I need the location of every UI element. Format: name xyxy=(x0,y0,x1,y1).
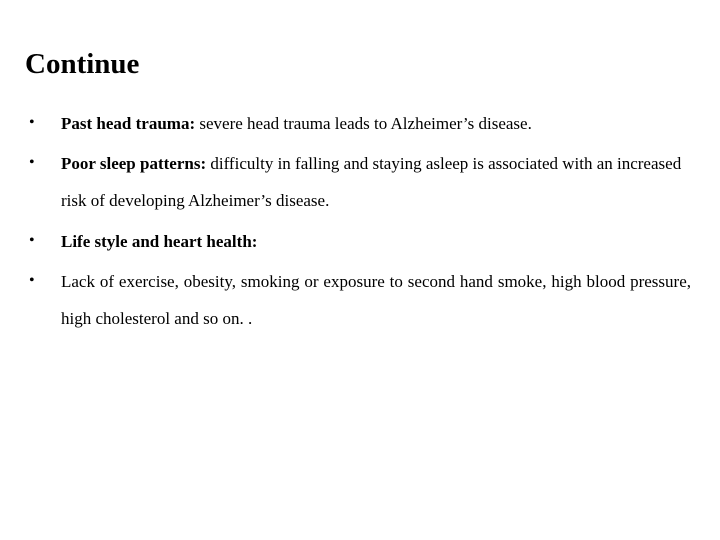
bullet-label: Poor sleep patterns: xyxy=(61,154,207,173)
bullet-body: Lack of exercise, obesity, smoking or exposure to second hand smoke, high blood pressure, high cholesterol and so on. . xyxy=(61,272,691,328)
bullet-body: difficulty in falling and staying asleep is associated with an increased risk of developing Alzheimer’s disease. xyxy=(61,154,682,210)
bullet-text xyxy=(61,145,691,219)
bullet-text xyxy=(61,223,691,260)
bullet-icon: • xyxy=(29,154,35,171)
bullet-icon: • xyxy=(29,272,35,289)
slide-title: Continue xyxy=(25,48,140,80)
bullet-icon: • xyxy=(29,232,35,249)
bullet-label: Past head trauma: xyxy=(61,114,196,133)
bullet-text xyxy=(61,263,691,337)
bullet-label: Life style and heart health: xyxy=(61,232,258,251)
bullet-text xyxy=(61,105,691,142)
bullet-body: severe head trauma leads to Alzheimer’s disease. xyxy=(195,114,532,133)
bullet-icon: • xyxy=(29,114,35,131)
